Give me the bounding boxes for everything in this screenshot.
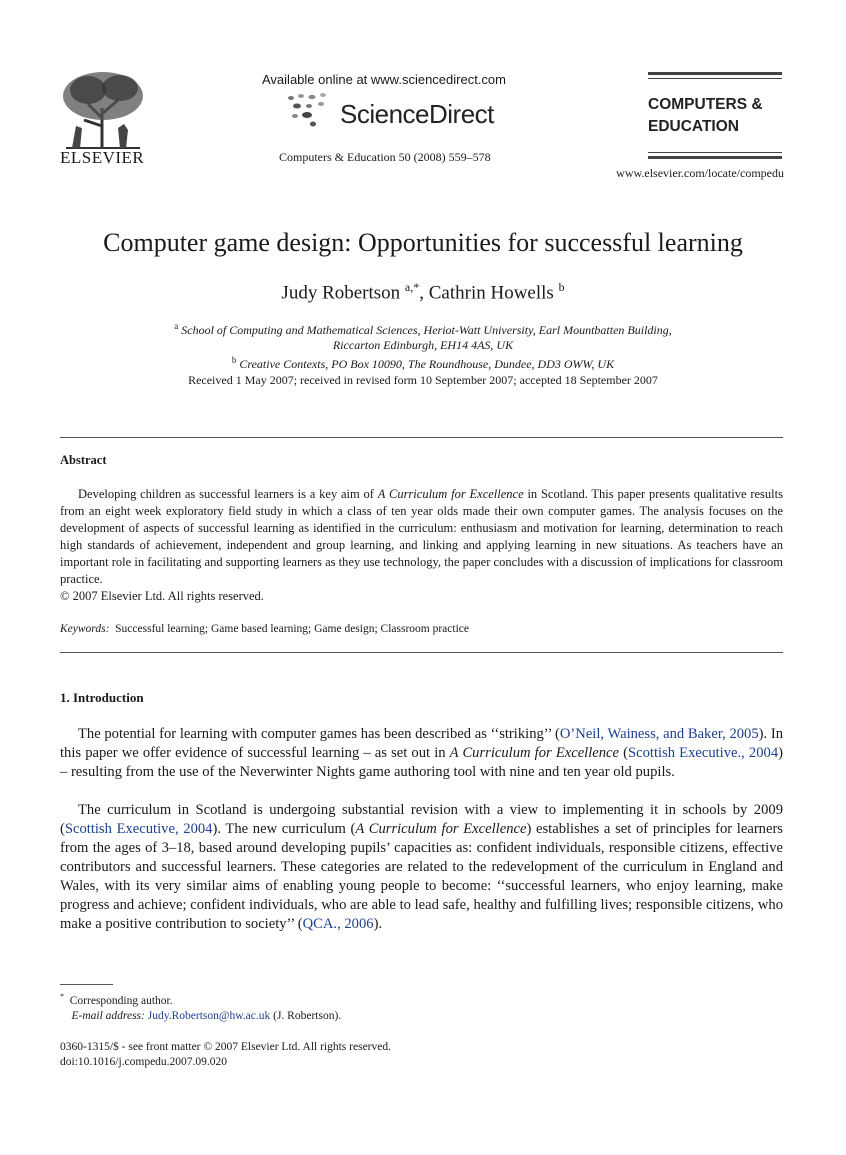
affil-b-mark: b xyxy=(231,355,237,365)
email-label: E-mail address: xyxy=(71,1009,145,1022)
journal-brand-line1: COMPUTERS & xyxy=(648,96,763,113)
brand-rule-top-thin xyxy=(648,78,782,79)
keywords-label: Keywords: xyxy=(60,623,110,635)
front-matter-info xyxy=(60,1040,391,1070)
intro-p2-curriculum-title: A Curriculum for Excellence xyxy=(355,821,527,837)
footnote-mark: * xyxy=(60,992,64,1001)
footnote-corresponding xyxy=(60,989,341,1024)
intro-p2-text-d: ). xyxy=(373,916,383,932)
affiliation-a xyxy=(0,319,846,372)
intro-p1-text-a: The potential for learning with computer games has been described as ‘‘striking’’ ( xyxy=(78,726,560,742)
issn-line: 0360-1315/$ - see front matter © 2007 Elsevier Ltd. All rights reserved. xyxy=(60,1041,391,1053)
citation-link-scottish-exec-1[interactable]: Scottish Executive., 2004 xyxy=(628,745,779,761)
abstract-curriculum-title: A Curriculum for Excellence xyxy=(377,487,524,501)
author-list xyxy=(0,280,846,304)
author-2-marks[interactable]: b xyxy=(558,280,565,294)
brand-rule-bottom-thin xyxy=(648,152,782,153)
available-online-text: Available online at www.sciencedirect.com xyxy=(262,72,506,87)
intro-p2-text-c: ) establishes a set of principles for learners from the ages of 3–18, based around developing pupils’ capacities as: confident individuals, responsible citizens, effective contributors and successful learners. These categories are related to the redevelopment of the curriculum in England and Wales, with its very similar aims of enabling young people to become: ‘‘successful learners, who enjoy learning, make progress and achieve; confident individuals, who are able to lead safe, healthy and fulfilling lives; responsible citizens, who make a positive contribution to society’’ ( xyxy=(60,821,783,932)
citation-link-scottish-exec-2[interactable]: Scottish Executive, 2004 xyxy=(64,821,213,837)
affil-b-line: Creative Contexts, PO Box 10090, The Roundhouse, Dundee, DD3 OWW, UK xyxy=(239,357,615,371)
journal-url-link[interactable]: www.elsevier.com/locate/compedu xyxy=(616,166,784,180)
abstract-text-start: Developing children as successful learners is a key aim of xyxy=(78,487,378,501)
sciencedirect-wordmark: ScienceDirect xyxy=(340,99,494,129)
article-title: Computer game design: Opportunities for successful learning xyxy=(103,228,743,257)
abstract-text-rest: in Scotland. This paper presents qualitative results from an eight week exploratory field study in which a class of ten year olds made their own computer games. The analysis focuses on the development of aspects of successful learning as identified in the curriculum: enthusiasm and motivation for learning, determination to reach high standards of achievement, independent and group learning, and linking and applying learning in new situations. As teachers have an important role in facilitating and supporting learners as they use technology, the paper concludes with a discussion of implications for classroom practice. xyxy=(60,487,783,586)
brand-rule-bottom xyxy=(648,156,782,159)
section-heading-introduction: 1. Introduction xyxy=(60,690,144,705)
sciencedirect-dots-icon xyxy=(285,92,340,132)
intro-p1-text-b: ). In this paper we offer evidence of successful learning – as set out in xyxy=(60,726,783,761)
author-2: Cathrin Howells xyxy=(428,282,554,304)
journal-citation: Computers & Education 50 (2008) 559–578 xyxy=(279,150,491,164)
intro-p1-curriculum-title: A Curriculum for Excellence xyxy=(449,745,620,761)
affil-a-line2: Riccarton Edinburgh, EH14 4AS, UK xyxy=(332,338,514,352)
author-1: Judy Robertson xyxy=(281,282,401,304)
abstract-top-rule xyxy=(60,437,783,438)
journal-brand xyxy=(648,94,763,138)
doi-line[interactable]: doi:10.1016/j.compedu.2007.09.020 xyxy=(60,1056,228,1068)
brand-rule-top xyxy=(648,72,782,75)
intro-paragraph-1 xyxy=(60,725,783,782)
affil-a-line1: School of Computing and Mathematical Sciences, Heriot-Watt University, Earl Mountbatten Building, xyxy=(181,323,672,337)
footnote-rule xyxy=(60,984,113,985)
keywords-list: Successful learning; Game based learning; Game design; Classroom practice xyxy=(115,623,469,635)
email-suffix: (J. Robertson). xyxy=(270,1009,342,1022)
intro-p2-text-a: The curriculum in Scotland is undergoing substantial revision with a view to implementing it in schools by 2009 ( xyxy=(60,802,783,837)
received-dates: Received 1 May 2007; received in revised form 10 September 2007; accepted 18 September 2007 xyxy=(188,373,658,387)
intro-p1-text-d: ) – resulting from the use of the Neverwinter Nights game authoring tool with nine and ten year old pupils. xyxy=(60,745,783,780)
author-1-marks[interactable]: a,* xyxy=(404,280,420,294)
intro-paragraph-2 xyxy=(60,801,783,934)
abstract-heading: Abstract xyxy=(60,453,107,467)
corresponding-author-label: Corresponding author. xyxy=(69,994,173,1007)
abstract-text xyxy=(60,486,783,605)
author-email-link[interactable]: Judy.Robertson@hw.ac.uk xyxy=(147,1009,271,1022)
journal-brand-line2: EDUCATION xyxy=(648,118,739,135)
intro-p1-text-c: ( xyxy=(619,745,629,761)
keywords-line xyxy=(60,623,469,635)
elsevier-tree-logo xyxy=(58,68,148,150)
citation-link-qca[interactable]: QCA., 2006 xyxy=(302,916,374,932)
copyright-line: © 2007 Elsevier Ltd. All rights reserved. xyxy=(60,589,264,603)
citation-link-oneil[interactable]: O’Neil, Wainess, and Baker, 2005 xyxy=(559,726,759,742)
abstract-bottom-rule xyxy=(60,652,783,653)
author-separator: , xyxy=(419,282,429,304)
affil-a-mark: a xyxy=(174,321,179,331)
intro-p2-text-b: ). The new curriculum ( xyxy=(212,821,356,837)
publisher-wordmark: ELSEVIER xyxy=(60,148,145,167)
